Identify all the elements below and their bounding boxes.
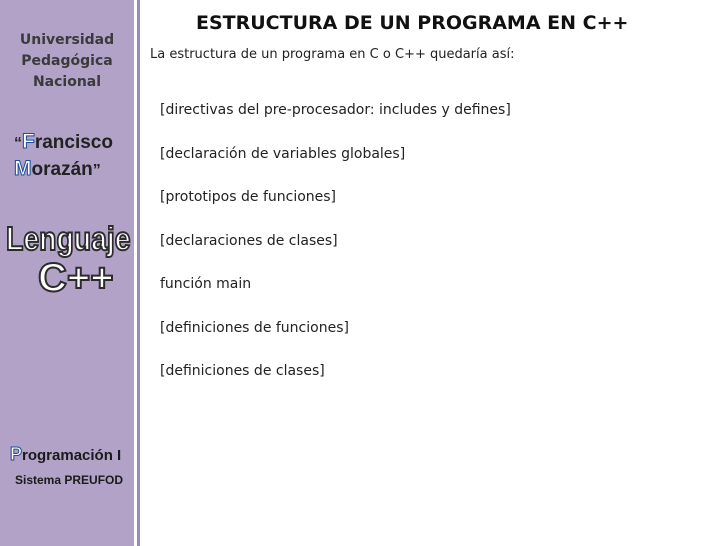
slide-title: ESTRUCTURA DE UN PROGRAMA EN C++ — [196, 12, 629, 34]
university-line: Pedagógica — [21, 53, 113, 69]
language-name: C++ — [38, 256, 114, 300]
university-line: Universidad — [19, 32, 115, 48]
list-item: [directivas del pre-procesador: includes y defines] — [160, 102, 511, 118]
initial-m: M — [14, 157, 32, 180]
university-name — [0, 30, 134, 93]
language-label: Lenguaje — [6, 220, 131, 257]
name-rest-2: orazán — [31, 159, 93, 180]
university-line: Nacional — [32, 74, 102, 90]
name-line-2 — [14, 156, 113, 183]
name-line-1 — [14, 129, 113, 156]
course-level: I — [112, 447, 122, 464]
course-name — [10, 444, 121, 465]
open-quote: “ — [14, 135, 22, 152]
system-label: Sistema PREUFOD — [15, 473, 124, 487]
initial-f: F — [22, 130, 35, 153]
list-item: [definiciones de funciones] — [160, 319, 349, 336]
list-item: [prototipos de funciones] — [160, 189, 337, 205]
structure-list — [160, 100, 511, 405]
sidebar — [0, 0, 137, 546]
intro-text: La estructura de un programa en C o C++ quedaría así: — [150, 47, 515, 62]
list-item: [definiciones de clases] — [160, 363, 325, 379]
list-item: función main — [160, 276, 252, 292]
list-item: [declaración de variables globales] — [160, 145, 406, 162]
name-rest-1: rancisco — [34, 132, 113, 153]
initial-p: P — [10, 444, 23, 464]
francisco-morazan — [14, 129, 113, 183]
course-rest: rogramación — [22, 447, 113, 464]
list-item: [declaraciones de clases] — [160, 232, 338, 249]
close-quote: ” — [92, 162, 101, 179]
